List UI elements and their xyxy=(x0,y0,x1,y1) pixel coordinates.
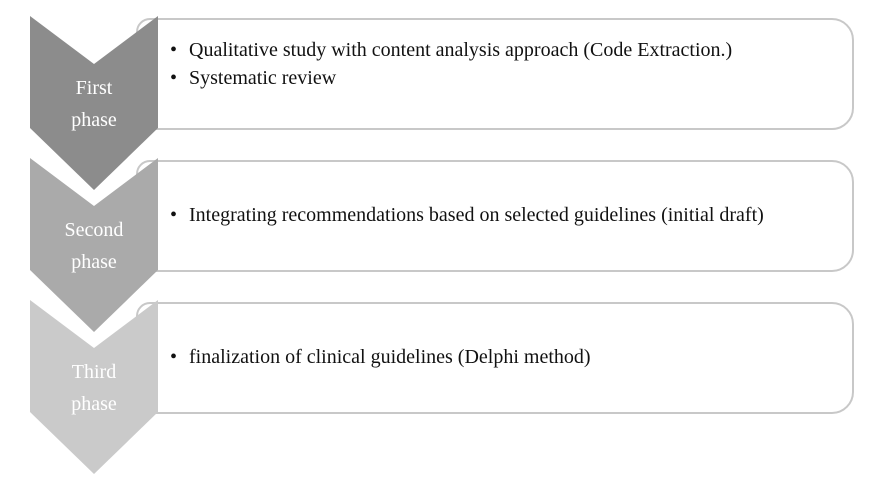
phase-3-label-line-1: Third xyxy=(71,361,117,383)
bullet-icon: • xyxy=(170,346,178,368)
phase-2-item-1-text: Integrating recommendations based on selected guidelines (initial draft) xyxy=(189,204,764,226)
bullet-icon: • xyxy=(170,39,178,61)
phase-1-label xyxy=(30,72,158,136)
phase-1-content-box xyxy=(136,18,854,130)
phase-3-item-list xyxy=(170,343,844,371)
phase-2-item-1 xyxy=(170,201,844,229)
phase-1-item-1-text: Qualitative study with content analysis approach (Code Extraction.) xyxy=(189,39,733,61)
bullet-icon: • xyxy=(170,204,178,226)
phase-3-content-box xyxy=(136,302,854,414)
phase-1-item-2 xyxy=(170,64,844,92)
phase-3-label-line-2: phase xyxy=(71,393,117,415)
phase-3-item-1 xyxy=(170,343,844,371)
phase-2-label-line-1: Second xyxy=(64,219,124,241)
phase-1-item-list xyxy=(170,36,844,92)
phase-1-label-line-2: phase xyxy=(71,109,117,131)
phase-2-label xyxy=(30,214,158,278)
phase-2-label-line-2: phase xyxy=(71,251,117,273)
phase-1-item-1 xyxy=(170,36,844,64)
phase-3-chevron xyxy=(30,300,158,476)
phase-3-label xyxy=(30,356,158,420)
phase-1-item-2-text: Systematic review xyxy=(189,67,337,89)
bullet-icon: • xyxy=(170,67,178,89)
phase-2-item-list xyxy=(170,201,844,229)
phase-3-item-1-text: finalization of clinical guidelines (Delphi method) xyxy=(189,346,591,368)
phase-2-content-box xyxy=(136,160,854,272)
phase-1-label-line-1: First xyxy=(75,77,113,99)
